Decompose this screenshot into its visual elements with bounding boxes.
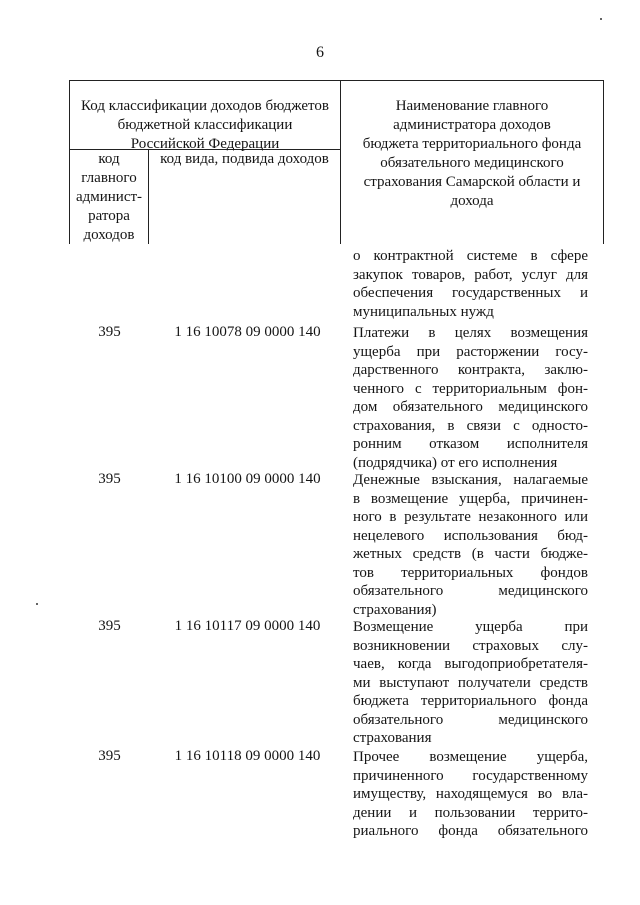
table-header: [69, 80, 604, 244]
name-line: закупок товаров, работ, услуг для: [353, 266, 588, 283]
header-group-title: [70, 97, 340, 154]
header-col1-line: админист-: [75, 189, 143, 205]
income-name: [353, 324, 588, 472]
scan-speck: [36, 603, 38, 605]
admin-code: 395: [98, 324, 121, 340]
name-line: риального фонда обязательного: [353, 823, 588, 839]
admin-code: 395: [98, 618, 121, 634]
admin-code: 395: [98, 471, 121, 487]
name-line: дении и пользовании террито-: [353, 804, 588, 821]
header-col-name: [341, 97, 603, 211]
name-line: страхования): [353, 601, 437, 618]
name-line: обеспечения государственных и: [353, 285, 588, 301]
header-col3-line: Наименование главного: [395, 98, 549, 114]
name-line: бюджета территориального фонда: [353, 693, 588, 709]
header-col3-line: страхования Самарской области и: [363, 174, 581, 190]
name-line: обязательного медицинского: [353, 583, 588, 599]
header-col1-line: код: [98, 151, 120, 167]
income-name: [353, 748, 588, 841]
name-line: в возмещение ущерба, причинен-: [353, 490, 588, 507]
header-col3-line: администратора доходов: [393, 117, 551, 133]
type-code: 1 16 10117 09 0000 140: [174, 618, 321, 634]
name-line: ченного с территориальным фон-: [353, 380, 588, 397]
name-line: имуществу, находящемуся во вла-: [353, 786, 588, 802]
name-line: Денежные взыскания, налагаемые: [353, 472, 588, 488]
name-line: Прочее возмещение ущерба,: [353, 749, 588, 765]
header-col-admin-code: [70, 150, 148, 245]
header-col3-line: бюджета территориального фонда: [362, 136, 582, 152]
header-group-title-line: Российской Федерации: [130, 136, 280, 152]
name-line: тов территориальных фондов: [353, 564, 588, 581]
header-col3-line: обязательного медицинского: [380, 155, 564, 171]
name-line: муниципальных нужд: [353, 303, 494, 320]
name-line: нецелевого использования бюд-: [353, 527, 588, 544]
type-code: 1 16 10100 09 0000 140: [174, 471, 321, 487]
name-line: дарственного контракта, заклю-: [353, 362, 588, 378]
name-line: Возмещение ущерба при: [353, 619, 588, 635]
name-line: возникновении страховых слу-: [353, 637, 588, 654]
name-line: дом обязательного медицинского: [353, 399, 588, 415]
name-line: причиненного государственному: [353, 767, 588, 784]
name-line: жетных средств (в части бюдже-: [353, 546, 588, 562]
name-line: страхования: [353, 730, 432, 746]
header-group-title-line: бюджетной классификации: [117, 117, 293, 133]
header-group-title-line: Код классификации доходов бюджетов: [81, 98, 329, 114]
header-col1-line: доходов: [83, 227, 135, 243]
admin-code: 395: [98, 748, 121, 764]
page-number: 6: [316, 44, 324, 61]
income-name: [353, 618, 588, 748]
header-col1-line: главного: [81, 170, 137, 186]
name-line: чаев, когда выгодоприобретателя-: [353, 656, 588, 672]
header-col3-line: дохода: [450, 193, 494, 209]
name-line: ущерба при расторжении госу-: [353, 343, 588, 360]
name-line: страхования, в связи с односто-: [353, 417, 588, 434]
header-col2-line: код вида, подвида доходов: [160, 151, 329, 167]
name-line: о контрактной системе в сфере: [353, 248, 588, 264]
type-code: 1 16 10118 09 0000 140: [174, 748, 321, 764]
continuation-text: [353, 247, 588, 321]
header-col1-line: ратора: [88, 208, 130, 224]
name-line: Платежи в целях возмещения: [353, 325, 588, 341]
income-name: [353, 471, 588, 619]
name-line: ного в результате незаконного или: [353, 509, 588, 525]
name-line: ми выступают получатели средств: [353, 674, 588, 691]
name-line: ронним отказом исполнителя: [353, 436, 588, 452]
header-col-type-code: [149, 150, 340, 169]
scan-speck: [600, 18, 602, 20]
type-code: 1 16 10078 09 0000 140: [174, 324, 321, 340]
name-line: (подрядчика) от его исполнения: [353, 454, 558, 471]
name-line: обязательного медицинского: [353, 711, 588, 728]
